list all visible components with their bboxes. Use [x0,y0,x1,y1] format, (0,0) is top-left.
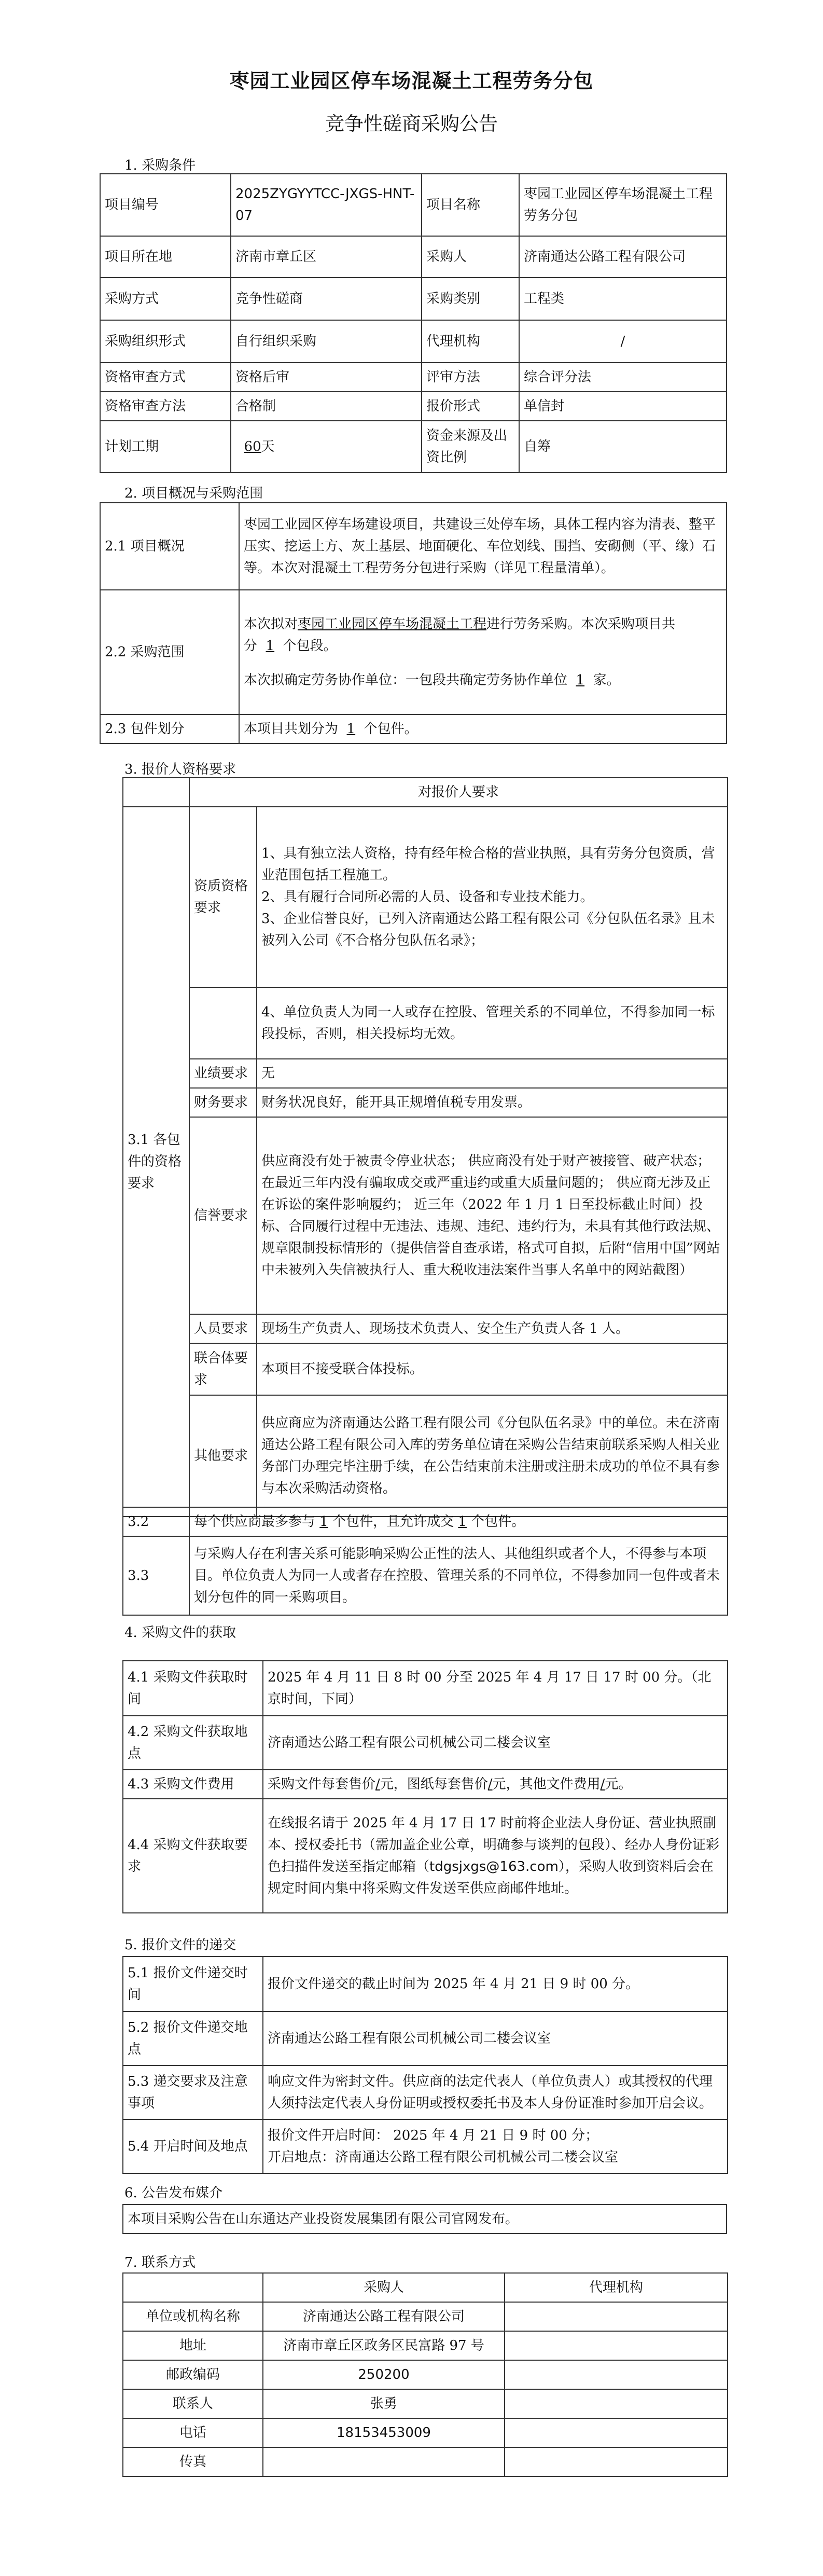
text-run: 元。 [605,1776,632,1792]
cell-label: 采购人 [422,236,519,278]
document-title: 枣园工业园区停车场混凝土工程劳务分包 [229,69,594,92]
cell-value: 张勇 [263,2389,505,2418]
cell-label: 财务要求 [189,1088,257,1117]
header-agency: 代理机构 [505,2273,728,2302]
cell-label: 5.2 报价文件递交地点 [123,2012,263,2065]
blank-cell [189,987,257,1059]
cell-label: 5.4 开启时间及地点 [123,2119,263,2173]
cell-value: 报价文件递交的截止时间为 2025 年 4 月 21 日 9 时 00 分。 [263,1957,728,2012]
contact-table [122,2272,728,2477]
text-run: 1 [319,1514,328,1530]
text-run: 采购文件每套售价 [268,1776,376,1792]
text-run: 1 [346,721,356,737]
cell-value: / [519,320,727,363]
text-run: 每个供应商最多参与 [194,1514,316,1530]
cell-value [263,1770,728,1799]
blank-cell [123,2273,263,2302]
section-7-heading: 7. 联系方式 [124,2255,196,2270]
blank-cell [505,2447,728,2476]
qualification-table [122,777,728,1517]
cell-value [257,807,728,987]
cell-value: 18153453009 [263,2418,505,2447]
cell-label: 资金来源及出资比例 [422,421,519,473]
text-run: 1 [576,672,585,688]
blank-cell [505,2360,728,2389]
section-5-heading: 5. 报价文件的递交 [124,1937,236,1953]
document-subtitle: 竞争性磋商采购公告 [325,113,498,135]
text-run: 个包件，且允许成交 [332,1514,454,1530]
cell-value: 现场生产负责人、现场技术负责人、安全生产负责人各 1 人。 [257,1314,728,1343]
cell-label: 计划工期 [100,421,231,473]
text-run: 家。 [593,672,620,688]
cell-label: 信誉要求 [189,1117,257,1314]
cell-value: 2025 年 4 月 11 日 8 时 00 分至 2025 年 4 月 17 日 17 时 00 分。（北京时间，下同） [263,1661,728,1716]
cell-value: 2025ZYGYYTCC-JXGS-HNT-07 [231,174,422,236]
cell-value: 250200 [263,2360,505,2389]
cell-value: 竞争性磋商 [231,278,422,320]
text-run: ），采购人收到资料后会在规定时间内集中将采购文件发送至供应商邮件地址。 [268,1859,714,1896]
section-2-heading: 2. 项目概况与采购范围 [124,486,263,501]
header-purchaser: 采购人 [263,2273,505,2302]
duration-value: 60 [244,439,261,454]
cell-value: 4、单位负责人为同一人或存在控股、管理关系的不同单位，不得参加同一标段投标，否则，相关投标均无效。 [257,987,728,1059]
blank-cell [505,2302,728,2331]
cell-label: 2.2 采购范围 [100,590,239,714]
cell-label: 其他要求 [189,1395,257,1517]
cell-label: 采购组织形式 [100,320,231,363]
text-run: 本次拟对 [244,616,298,632]
cell-label: 4.2 采购文件获取地点 [123,1716,263,1770]
cell-label: 联系人 [123,2389,263,2418]
cell-label: 4.3 采购文件费用 [123,1770,263,1799]
cell-label: 3.2 [123,1507,189,1536]
cell-label: 2.1 项目概况 [100,503,239,590]
blank-cell [123,778,189,807]
cell-value: 响应文件为密封文件。供应商的法定代表人（单位负责人）或其授权的代理人须持法定代表人身份证明或授权委托书及本人身份证准时参加开启会议。 [263,2065,728,2119]
bid-submission-table [122,1956,728,2174]
cell-label: 4.1 采购文件获取时间 [123,1661,263,1716]
cell-value: 本项目不接受联合体投标。 [257,1343,728,1395]
cell-value [239,590,727,714]
cell-value: 济南通达公路工程有限公司机械公司二楼会议室 [263,2012,728,2065]
cell-value: 自筹 [519,421,727,473]
cell-label: 项目编号 [100,174,231,236]
section-1-heading: 1. 采购条件 [124,158,196,173]
cell-label: 4.4 采购文件获取要求 [123,1799,263,1913]
cell-value: 济南通达公路工程有限公司 [519,236,727,278]
text-run: 在线报名请于 2025 年 4 月 17 日 17 时前将企业法人身份证、营业执照副本、授权委托书（需加盖企业公章，明确参与谈判的包段）、经办人身份证彩色扫描件发送至指定邮箱（ [268,1815,720,1875]
cell-label: 电话 [123,2418,263,2447]
cell-label: 报价形式 [422,392,519,421]
cell-value: 工程类 [519,278,727,320]
text-run: / [487,1776,493,1792]
section-6-heading: 6. 公告发布媒介 [124,2185,223,2201]
cell-value: 济南市章丘区 [231,236,422,278]
cell-value: 与采购人存在利害关系可能影响采购公正性的法人、其他组织或者个人，不得参与本项目。单位负责人为同一人或者存在控股、管理关系的不同单位，不得参加同一包件或者未划分包件的同一采购项目。 [189,1536,728,1615]
cell-label: 单位或机构名称 [123,2302,263,2331]
cell-label: 采购类别 [422,278,519,320]
text-run: 进行劳务采购。本次采购项目共分 [244,616,676,654]
cell-label: 项目名称 [422,174,519,236]
text-line: 3、企业信誉良好，已列入济南通达公路工程有限公司《分包队伍名录》且未被列入公司《不合格分包队伍名录》； [261,911,715,948]
cell-value: 枣园工业园区停车场混凝土工程劳务分包 [519,174,727,236]
cell-value [231,421,422,473]
text-run: / [600,1776,605,1792]
cell-label: 联合体要求 [189,1343,257,1395]
cell-label: 人员要求 [189,1314,257,1343]
cell-label: 5.1 报价文件递交时间 [123,1957,263,2012]
cell-label: 评审方法 [422,363,519,392]
text-run: 枣园工业园区停车场混凝土工程 [298,616,487,632]
cell-value: 财务状况良好，能开具正规增值税专用发票。 [257,1088,728,1117]
cell-label: 3.1 各包件的资格要求 [123,807,189,1517]
text-line: 2、具有履行合同所必需的人员、设备和专业技术能力。 [261,889,594,905]
cell-value: 无 [257,1059,728,1088]
cell-value: 济南市章丘区政务区民富路 97 号 [263,2331,505,2360]
cell-value: 本项目采购公告在山东通达产业投资发展集团有限公司官网发布。 [123,2205,727,2234]
cell-label: 邮政编码 [123,2360,263,2389]
cell-value [239,714,727,743]
text-run: 个包件。 [471,1514,525,1530]
cell-label: 资格审查方式 [100,363,231,392]
table-header: 对报价人要求 [189,778,728,807]
cell-label: 5.3 递交要求及注意事项 [123,2065,263,2119]
cell-label: 地址 [123,2331,263,2360]
qualification-extra-table [122,1507,728,1616]
section-4-heading: 4. 采购文件的获取 [124,1625,236,1641]
text-run: 个包段。 [283,638,337,654]
text-run: 个包件。 [364,721,418,737]
cell-value: 单信封 [519,392,727,421]
cell-value: 自行组织采购 [231,320,422,363]
text-run: 元，其他文件费用 [492,1776,601,1792]
cell-label: 2.3 包件划分 [100,714,239,743]
blank-cell [505,2331,728,2360]
cell-label: 3.3 [123,1536,189,1615]
text-run: 1 [458,1514,467,1530]
text-run: 本次拟确定劳务协作单位：一包段共确定劳务协作单位 [244,672,568,688]
blank-cell [505,2389,728,2418]
text-line: 开启地点：济南通达公路工程有限公司机械公司二楼会议室 [268,2150,619,2165]
cell-label: 资质资格要求 [189,807,257,987]
text-run: 1 [266,638,275,654]
cell-value: 合格制 [231,392,422,421]
text-line: 报价文件开启时间： 2025 年 4 月 21 日 9 时 00 分； [268,2128,599,2143]
cell-value: 济南通达公路工程有限公司机械公司二楼会议室 [263,1716,728,1770]
text-line: 1、具有独立法人资格，持有经年检合格的营业执照，具有劳务分包资质，营业范围包括工程施工。 [261,846,715,883]
document-acquisition-table [122,1660,728,1913]
cell-value: 综合评分法 [519,363,727,392]
blank-cell [505,2418,728,2447]
text-run: 本项目共划分为 [244,721,339,737]
duration-unit: 天 [261,439,275,454]
procurement-conditions-table [100,173,727,473]
cell-label: 资格审查方法 [100,392,231,421]
email-address: tdgsjxgs@163.com [429,1859,559,1875]
text-run: / [375,1776,380,1792]
cell-value: 枣园工业园区停车场建设项目，共建设三处停车场，具体工程内容为清表、整平压实、挖运土方、灰土基层、地面硬化、车位划线、围挡、安砌侧（平、缘）石等。本次对混凝土工程劳务分包进行采购（详见工程量清单）。 [239,503,727,590]
section-3-heading: 3. 报价人资格要求 [124,762,236,777]
cell-value: 供应商应为济南通达公路工程有限公司《分包队伍名录》中的单位。未在济南通达公路工程有限公司入库的劳务单位请在采购公告结束前联系采购人相关业务部门办理完毕注册手续，在公告结束前未注册或注册未成功的单位不具有参与本次采购活动资格。 [257,1395,728,1517]
cell-label: 代理机构 [422,320,519,363]
cell-label: 采购方式 [100,278,231,320]
cell-value: 济南通达公路工程有限公司 [263,2302,505,2331]
cell-value [263,2447,505,2476]
cell-value [263,2119,728,2173]
cell-value [189,1507,728,1536]
cell-label: 项目所在地 [100,236,231,278]
cell-label: 业绩要求 [189,1059,257,1088]
project-overview-table [100,502,727,744]
publication-media-table [122,2204,727,2234]
text-run: 元，图纸每套售价 [380,1776,488,1792]
cell-value: 供应商没有处于被责令停业状态； 供应商没有处于财产被接管、破产状态；在最近三年内没有骗取成交或严重违约或重大质量问题的； 供应商无涉及正在诉讼的案件影响履约； 近三年（2022 年 1 月 1 日至投标截止时间）投标、合同履行过程中无违法、违规、违纪、违约行为，未具有其他行政法规、规章限制投标情形的（提供信誉自查承诺，格式可自拟，后附“信用中国”网站中未被列入失信被执行人、重大税收违法案件当事人名单中的网站截图） [257,1117,728,1314]
cell-value: 资格后审 [231,363,422,392]
cell-value [263,1799,728,1913]
cell-label: 传真 [123,2447,263,2476]
